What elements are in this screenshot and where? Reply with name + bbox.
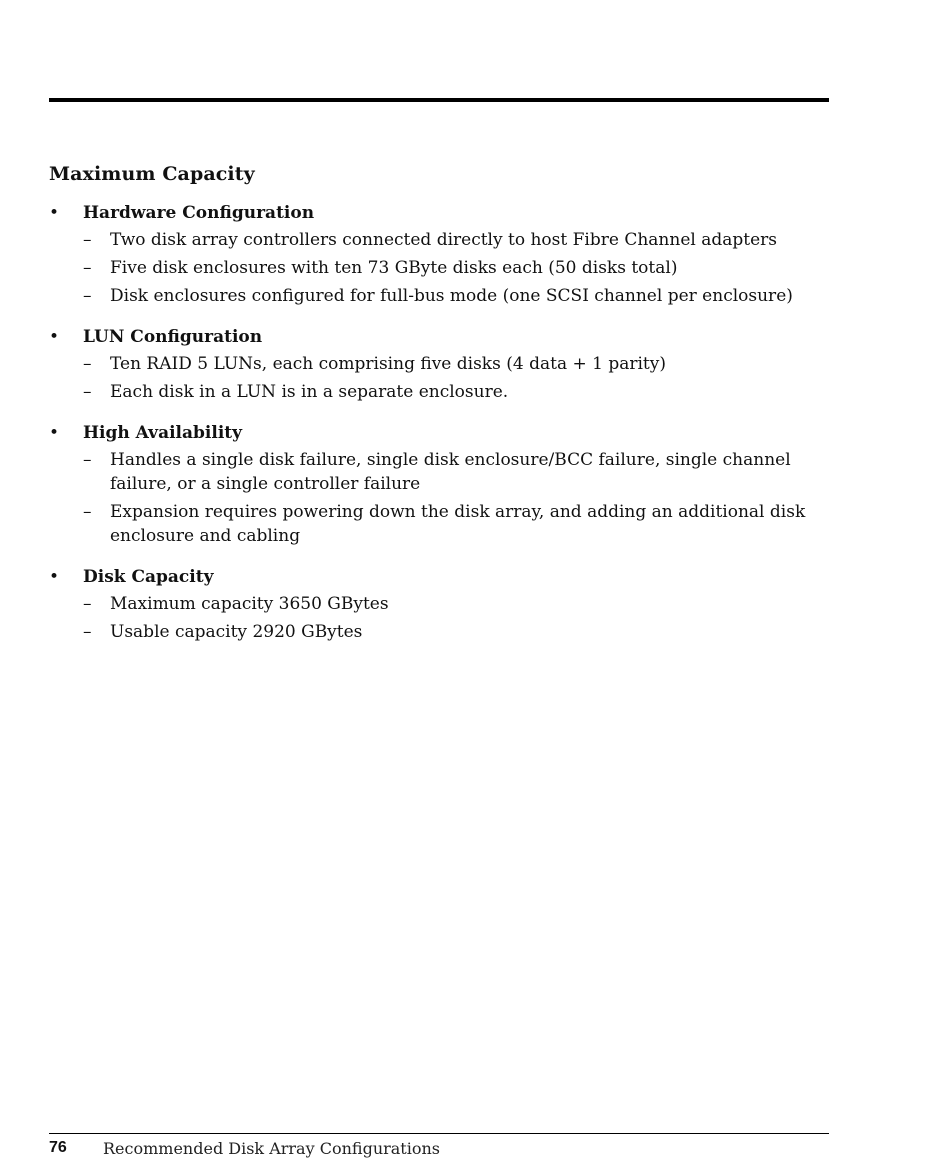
list-item: [49, 618, 809, 646]
dash-icon: –: [83, 286, 92, 306]
group-disk-capacity: [49, 564, 809, 646]
footer-rule: [49, 1133, 829, 1134]
list-item: [49, 590, 809, 618]
group-heading: [49, 564, 809, 590]
list-item-text: Two disk array controllers connected directly to host Fibre Channel adapters: [110, 230, 777, 250]
group-heading-text: High Availability: [83, 423, 243, 443]
dash-icon: –: [83, 450, 92, 470]
dash-icon: –: [83, 354, 92, 374]
group-heading-text: Disk Capacity: [83, 567, 214, 587]
dash-icon: –: [83, 258, 92, 278]
dash-icon: –: [83, 230, 92, 250]
bullet-icon: •: [49, 423, 60, 443]
section-title: Maximum Capacity: [49, 163, 255, 185]
footer-title: Recommended Disk Array Configurations: [103, 1139, 440, 1158]
group-lun-configuration: [49, 324, 809, 406]
group-heading: [49, 420, 809, 446]
list-item-text: Disk enclosures configured for full-bus mode (one SCSI channel per enclosure): [110, 286, 793, 306]
group-high-availability: [49, 420, 809, 550]
group-heading: [49, 324, 809, 350]
group-heading: [49, 200, 809, 226]
bullet-icon: •: [49, 567, 60, 587]
list-item-text: Handles a single disk failure, single disk enclosure/BCC failure, single channel failure, or a single controller failure: [110, 450, 791, 494]
header-rule: [49, 98, 829, 102]
sub-list: [49, 446, 809, 550]
list-item: [49, 226, 809, 254]
bullet-icon: •: [49, 203, 60, 223]
list-item: [49, 378, 809, 406]
list-item-text: Maximum capacity 3650 GBytes: [110, 594, 389, 614]
sub-list: [49, 350, 809, 406]
list-item: [49, 254, 809, 282]
list-item: [49, 446, 809, 498]
list-item-text: Usable capacity 2920 GBytes: [110, 622, 363, 642]
list-item-text: Five disk enclosures with ten 73 GByte disks each (50 disks total): [110, 258, 678, 278]
group-hardware-configuration: [49, 200, 809, 310]
group-heading-text: Hardware Configuration: [83, 203, 315, 223]
sub-list: [49, 590, 809, 646]
page-number: 76: [49, 1139, 67, 1156]
list-item: [49, 350, 809, 378]
list-item-text: Expansion requires powering down the disk array, and adding an additional disk enclosure and cabling: [110, 502, 806, 546]
dash-icon: –: [83, 622, 92, 642]
list-item-text: Ten RAID 5 LUNs, each comprising five disks (4 data + 1 parity): [110, 354, 666, 374]
dash-icon: –: [83, 382, 92, 402]
list-item-text: Each disk in a LUN is in a separate enclosure.: [110, 382, 509, 402]
bullet-list: [49, 200, 809, 660]
sub-list: [49, 226, 809, 310]
bullet-icon: •: [49, 327, 60, 347]
list-item: [49, 282, 809, 310]
list-item: [49, 498, 809, 550]
group-heading-text: LUN Configuration: [83, 327, 263, 347]
dash-icon: –: [83, 594, 92, 614]
dash-icon: –: [83, 502, 92, 522]
